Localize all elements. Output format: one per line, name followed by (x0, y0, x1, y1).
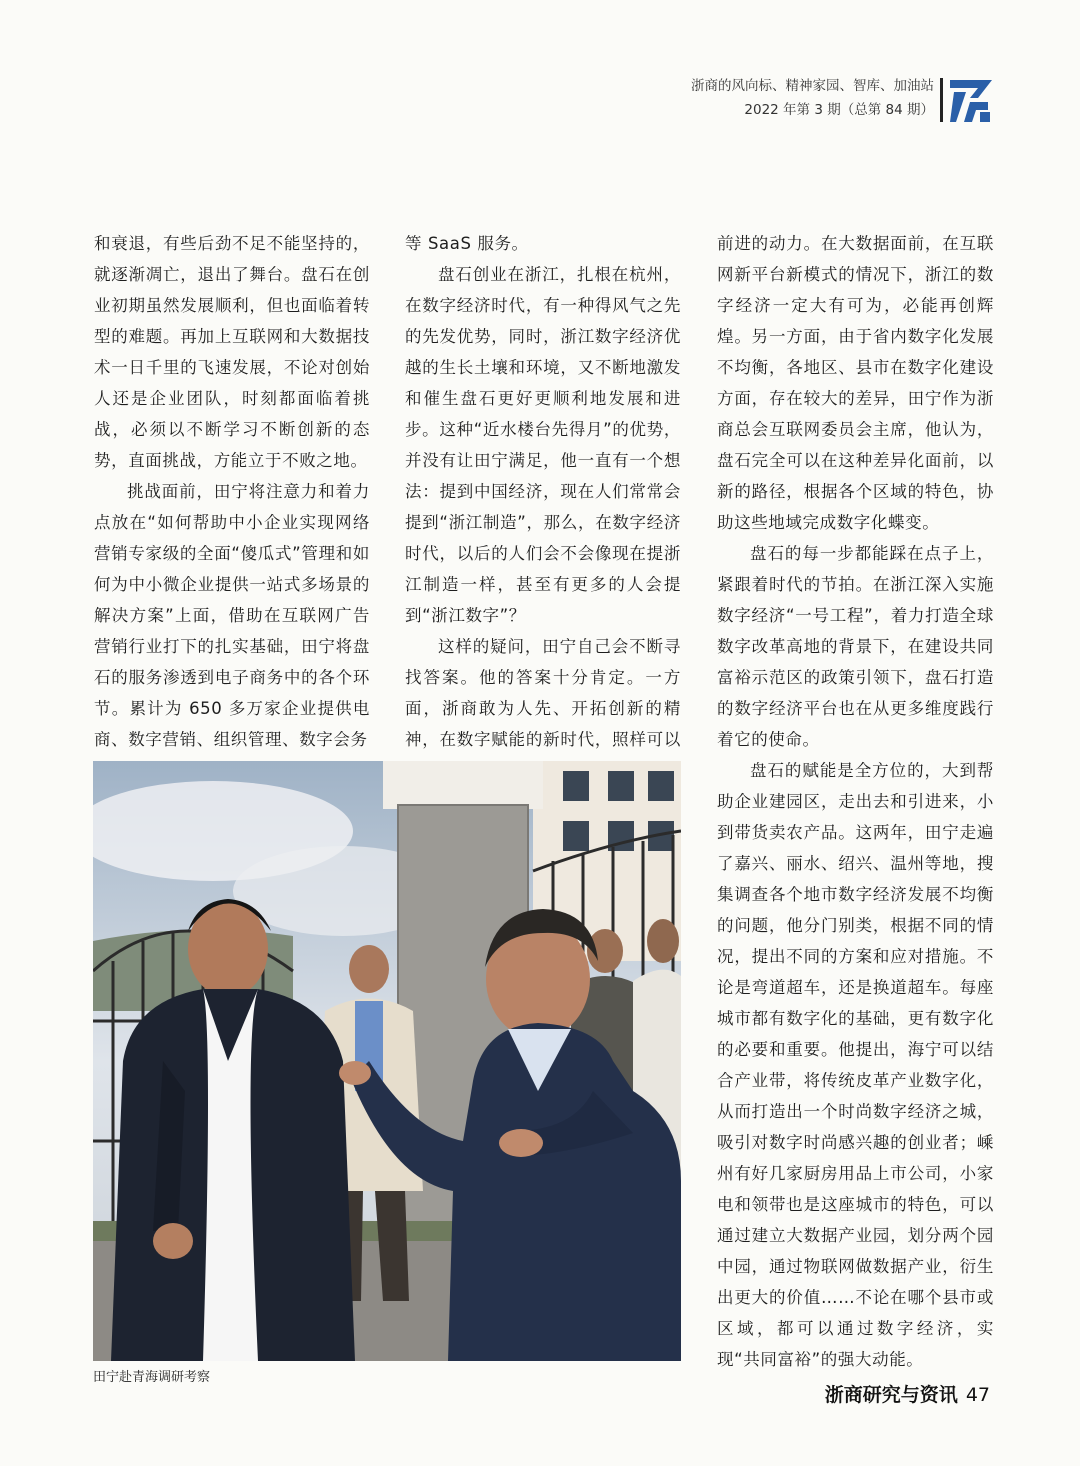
page-number: 47 (965, 1384, 990, 1406)
header-issue: 2022 年第 3 期（总第 84 期） (744, 102, 934, 118)
paragraph: 挑战面前，田宁将注意力和着力点放在“如何帮助中小企业实现网络营销专家级的全面“傻瓜式”管理和如何为中小微企业提供一站式多场景的解决方案”上面，借助在互联网广告营销行业打下的扎实基础，田宁将盘石的服务渗透到电子商务中的各个环节。累计为 650 多万家企业提供电商、数字营销、组织管理、数字会务 (94, 482, 370, 749)
paragraph: 盘石的每一步都能踩在点子上，紧跟着时代的节拍。在浙江深入实施数字经济“一号工程”，着力打造全球数字改革高地的背景下，在建设共同富裕示范区的政策引领下，盘石打造的数字经济平台也在从更多维度践行着它的使命。 (717, 544, 994, 749)
page-footer (825, 1380, 990, 1407)
article-column-3 (717, 228, 994, 1375)
running-header (691, 74, 934, 122)
paragraph: 盘石的赋能是全方位的，大到帮助企业建园区，走出去和引进来，小到带货卖农产品。这两年，田宁走遍了嘉兴、丽水、绍兴、温州等地，搜集调查各个地市数字经济发展不均衡的问题，他分门别类，根据不同的情况，提出不同的方案和应对措施。不论是弯道超车，还是换道超车。每座城市都有数字化的基础，更有数字化的必要和重要。他提出，海宁可以结合产业带，将传统皮革产业数字化，从而打造出一个时尚数字经济之城，吸引对数字时尚感兴趣的创业者；嵊州有好几家厨房用品上市公司，小家电和领带也是这座城市的特色，可以通过建立大数据产业园，划分两个园中园，通过物联网做数据产业，衍生出更大的价值……不论在哪个县市或区域，都可以通过数字经济，实现“共同富裕”的强大动能。 (717, 761, 994, 1369)
header-tagline: 浙商的风向标、精神家园、智库、加油站 (691, 78, 934, 94)
article-column-1 (94, 228, 370, 755)
paragraph: 盘石创业在浙江，扎根在杭州，在数字经济时代，有一种得风气之先的先发优势，同时，浙江数字经济优越的生长土壤和环境，又不断地激发和催生盘石更好更顺利地发展和进步。这种“近水楼台先得月”的优势，并没有让田宁满足，他一直有一个想法：提到中国经济，现在人们常常会提到“浙江制造”，那么，在数字经济时代，以后的人们会不会像现在提浙江制造一样，甚至有更多的人会提到“浙江数字”？ (405, 265, 681, 625)
photo-caption: 田宁赴青海调研考察 (93, 1370, 211, 1385)
paragraph: 和衰退，有些后劲不足不能坚持的，就逐渐凋亡，退出了舞台。盘石在创业初期虽然发展顺利，但也面临着转型的难题。再加上互联网和大数据技术一日千里的飞速发展，不论对创始人还是企业团队，时刻都面临着挑战，必须以不断学习不断创新的态势，直面挑战，方能立于不败之地。 (94, 234, 370, 470)
article-column-2 (405, 228, 681, 786)
article-photo (93, 761, 681, 1361)
paragraph: 这样的疑问，田宁自己会不断寻找答案。他的答案十分肯定。一方面，浙商敢为人先、开拓创新的精神，在数字赋能的新时代，照样可以 (405, 637, 681, 749)
header-divider (940, 78, 943, 122)
publication-name: 浙商研究与资讯 (824, 1384, 958, 1406)
paragraph: 前进的动力。在大数据面前，在互联网新平台新模式的情况下，浙江的数字经济一定大有可为，必能再创辉煌。另一方面，由于省内数字化发展不均衡，各地区、县市在数字化建设方面，存在较大的差异，田宁作为浙商总会互联网委员会主席，他认为，盘石完全可以在这种差异化面前，以新的路径，根据各个区域的特色，协助这些地域完成数字化蝶变。 (717, 234, 994, 532)
paragraph: 等 SaaS 服务。 (405, 234, 529, 253)
magazine-logo-icon (948, 76, 994, 124)
